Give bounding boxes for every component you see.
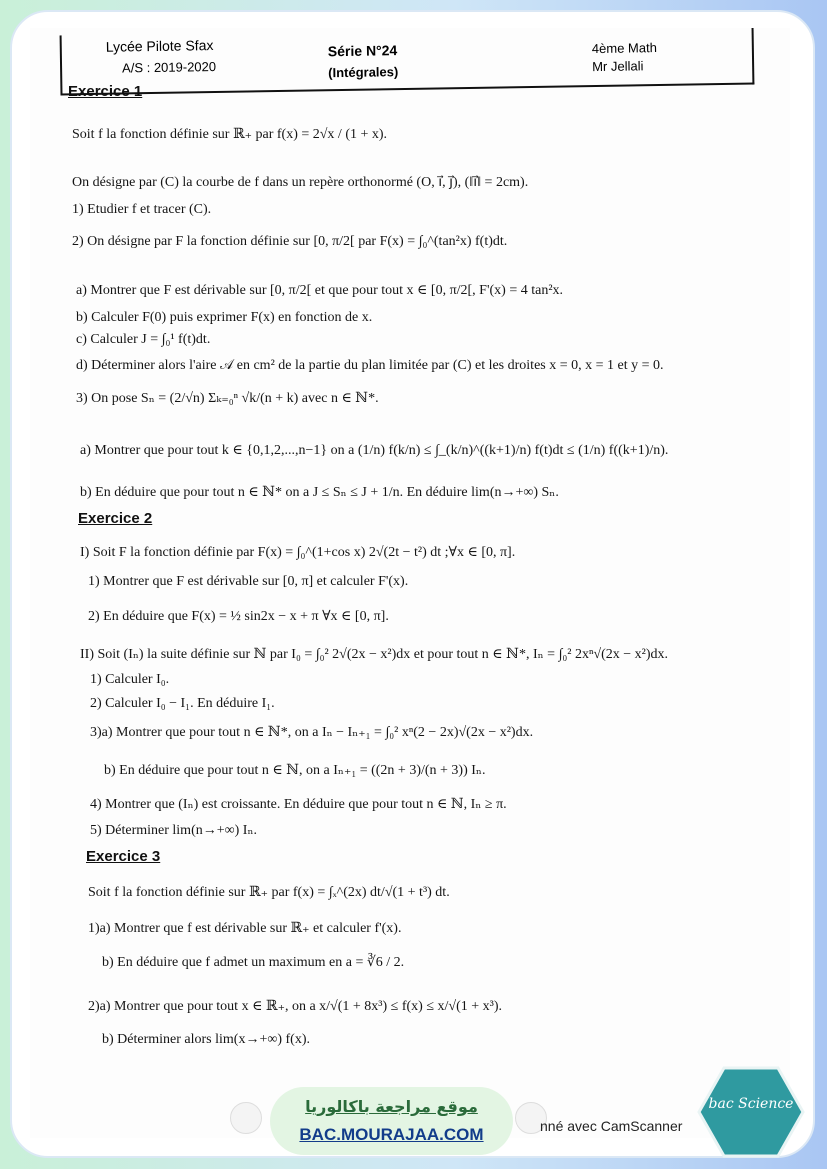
ex2-line: 4) Montrer que (Iₙ) est croissante. En déduire que pour tout n ∈ ℕ, Iₙ ≥ π.	[90, 797, 507, 812]
ex3-line: Soit f la fonction définie sur ℝ₊ par f(x) = ∫ₓ^(2x) dt/√(1 + t³) dt.	[88, 885, 450, 900]
bac-science-badge-text: bac Science	[708, 1096, 794, 1112]
ex3-line: 2)a) Montrer que pour tout x ∈ ℝ₊, on a x/√(1 + 8x³) ≤ f(x) ≤ x/√(1 + x³).	[88, 999, 503, 1014]
ex2-line: 3)a) Montrer que pour tout n ∈ ℕ*, on a Iₙ − Iₙ₊₁ = ∫₀² xⁿ(2 − 2x)√(2x − x²)dx.	[90, 725, 534, 740]
footer-banner[interactable]	[270, 1087, 513, 1155]
exercise-1-title: Exercice 1	[68, 83, 143, 100]
serie-subject: (Intégrales)	[328, 64, 399, 81]
exercise-2-title: Exercice 2	[78, 510, 153, 527]
ex2-line: 1) Calculer I₀.	[90, 672, 170, 687]
ex2-line: b) En déduire que pour tout n ∈ ℕ, on a Iₙ₊₁ = ((2n + 3)/(n + 3)) Iₙ.	[104, 763, 486, 778]
exercise-3-title: Exercice 3	[86, 848, 161, 865]
header-box	[60, 28, 755, 95]
site-logo-left	[230, 1102, 262, 1134]
class-label: 4ème Math	[591, 40, 658, 57]
footer-arabic-text[interactable]: موقع مراجعة باكالوريا	[305, 1097, 478, 1116]
ex1-line: a) Montrer que pour tout k ∈ {0,1,2,...,n−1} on a (1/n) f(k/n) ≤ ∫_(k/n)^((k+1)/n) f(t)dt ≤ (1/n) f((k+1)/n).	[80, 443, 669, 458]
scanner-watermark: nné avec CamScanner	[540, 1118, 683, 1134]
footer-site-link[interactable]: BAC.MOURAJAA.COM	[299, 1125, 484, 1144]
ex2-line: 2) En déduire que F(x) = ½ sin2x − x + π ∀x ∈ [0, π].	[88, 609, 389, 624]
ex1-line: 2) On désigne par F la fonction définie sur [0, π/2[ par F(x) = ∫₀^(tan²x) f(t)dt.	[72, 234, 508, 249]
ex1-line: 3) On pose Sₙ = (2/√n) Σₖ₌₀ⁿ √k/(n + k) avec n ∈ ℕ*.	[76, 391, 379, 406]
ex1-line: a) Montrer que F est dérivable sur [0, π/2[ et que pour tout x ∈ [0, π/2[, F'(x) = 4 tan²x.	[76, 283, 564, 298]
school-year: A/S : 2019-2020	[121, 59, 217, 76]
ex3-line: b) Déterminer alors lim(x→+∞) f(x).	[102, 1032, 310, 1047]
ex3-line: b) En déduire que f admet un maximum en a = ∛6 / 2.	[102, 955, 405, 970]
ex2-line: 5) Déterminer lim(n→+∞) Iₙ.	[90, 823, 257, 838]
ex3-line: 1)a) Montrer que f est dérivable sur ℝ₊ et calculer f'(x).	[88, 921, 402, 936]
ex1-line: c) Calculer J = ∫₀¹ f(t)dt.	[76, 332, 211, 347]
ex2-line: II) Soit (Iₙ) la suite définie sur ℕ par I₀ = ∫₀² 2√(2x − x²)dx et pour tout n ∈ ℕ*, Iₙ = ∫₀² 2xⁿ√(2x − x²)dx.	[80, 647, 668, 662]
serie-title: Série N°24	[327, 42, 398, 60]
teacher-name: Mr Jellali	[592, 58, 644, 75]
ex1-line: b) Calculer F(0) puis exprimer F(x) en fonction de x.	[76, 310, 373, 325]
ex2-line: 2) Calculer I₀ − I₁. En déduire I₁.	[90, 696, 275, 711]
ex1-line: b) En déduire que pour tout n ∈ ℕ* on a J ≤ Sₙ ≤ J + 1/n. En déduire lim(n→+∞) Sₙ.	[80, 485, 559, 500]
school-name: Lycée Pilote Sfax	[105, 37, 214, 55]
ex1-line: 1) Etudier f et tracer (C).	[72, 202, 212, 217]
ex2-line: 1) Montrer que F est dérivable sur [0, π] et calculer F'(x).	[88, 574, 409, 589]
bac-science-hexagon-icon	[697, 1066, 805, 1158]
document-page	[30, 28, 790, 1138]
ex1-line: d) Déterminer alors l'aire 𝒜 en cm² de la partie du plan limitée par (C) et les droites x = 0, x = 1 et y = 0.	[76, 358, 664, 373]
ex1-line: Soit f la fonction définie sur ℝ₊ par f(x) = 2√x / (1 + x).	[72, 127, 388, 142]
ex2-line: I) Soit F la fonction définie par F(x) = ∫₀^(1+cos x) 2√(2t − t²) dt ;∀x ∈ [0, π].	[80, 545, 516, 560]
ex1-line: On désigne par (C) la courbe de f dans un repère orthonormé (O, i⃗, j⃗), (‖i⃗‖ = 2cm).	[72, 175, 529, 190]
